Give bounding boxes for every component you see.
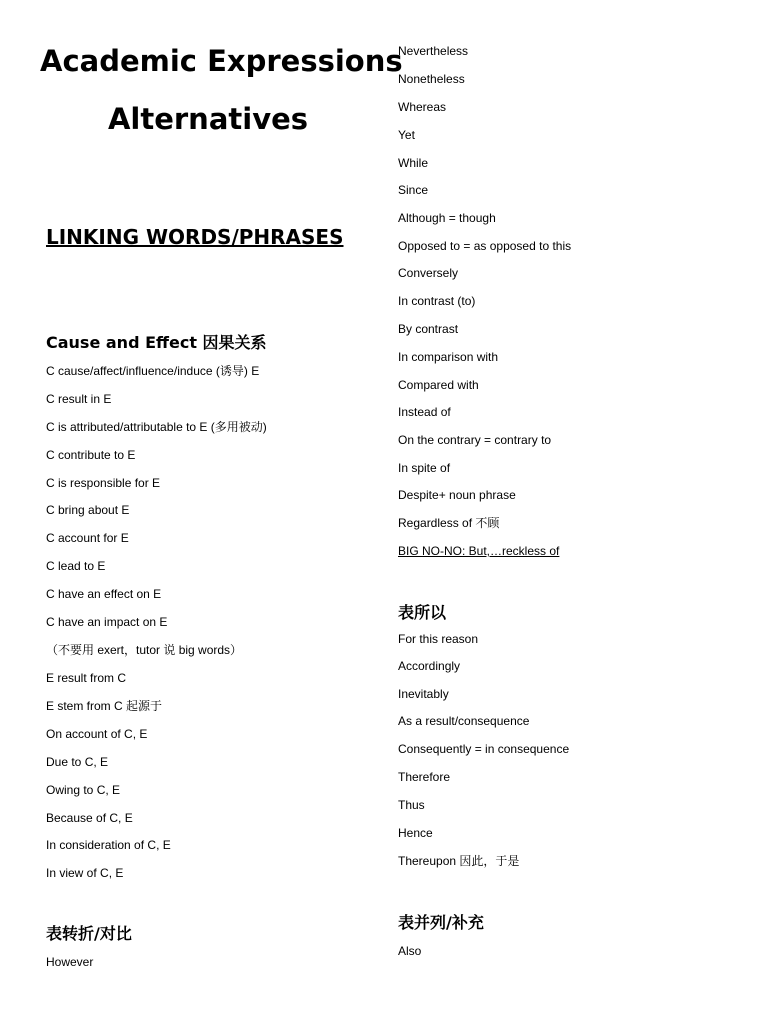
list-item: In spite of [398, 461, 451, 475]
list-item: Although = though [398, 211, 496, 225]
list-item: In view of C, E [46, 866, 124, 880]
section-title: LINKING WORDS/PHRASES [46, 225, 344, 249]
list-item: In consideration of C, E [46, 838, 171, 852]
list-item: Accordingly [398, 659, 461, 673]
list-item: C have an effect on E [46, 587, 162, 601]
list-item: Compared with [398, 378, 479, 392]
list-item: C cause/affect/influence/induce (诱导) E [46, 364, 260, 378]
big-no-no-item: BIG NO-NO: But,…reckless of [398, 544, 560, 558]
list-item: Regardless of 不顾 [398, 516, 500, 530]
list-item: E stem from C 起源于 [46, 699, 163, 713]
list-item: Hence [398, 826, 433, 840]
list-item: C bring about E [46, 503, 130, 517]
list-item: Conversely [398, 266, 459, 280]
title-line-1: Academic Expressions [40, 44, 403, 78]
list-item: Also [398, 944, 422, 958]
list-item: Instead of [398, 405, 451, 419]
list-item: Despite+ noun phrase [398, 488, 516, 502]
list-item: E result from C [46, 671, 127, 685]
title-line-2: Alternatives [107, 102, 309, 136]
list-item: However [46, 955, 94, 969]
list-item: C is responsible for E [46, 476, 161, 490]
list-item: C account for E [46, 531, 129, 545]
list-item: Nevertheless [398, 44, 469, 58]
result-heading: 表所以 [398, 603, 447, 622]
list-item: Nonetheless [398, 72, 465, 86]
list-item: On the contrary = contrary to [398, 433, 552, 447]
list-item: （不要用 exert，tutor 说 big words） [46, 643, 243, 657]
addition-heading: 表并列/补充 [398, 913, 484, 932]
list-item: While [398, 156, 429, 170]
list-item: Because of C, E [46, 811, 133, 825]
list-item: Opposed to = as opposed to this [398, 239, 572, 253]
list-item: C contribute to E [46, 448, 136, 462]
list-item: In comparison with [398, 350, 499, 364]
list-item: C lead to E [46, 559, 106, 573]
list-item: Due to C, E [46, 755, 109, 769]
list-item: C is attributed/attributable to E (多用被动) [46, 420, 267, 434]
list-item: Thus [398, 798, 425, 812]
list-item: C have an impact on E [46, 615, 168, 629]
list-item: Yet [398, 128, 415, 142]
list-item: Since [398, 183, 429, 197]
list-item: By contrast [398, 322, 459, 336]
list-item: On account of C, E [46, 727, 148, 741]
list-item: Owing to C, E [46, 783, 121, 797]
list-item: Inevitably [398, 687, 449, 701]
list-item: Therefore [398, 770, 451, 784]
list-item: Whereas [398, 100, 447, 114]
contrast-heading: 表转折/对比 [46, 924, 132, 943]
list-item: Consequently = in consequence [398, 742, 570, 756]
list-item: As a result/consequence [398, 714, 530, 728]
list-item: For this reason [398, 632, 479, 646]
list-item: In contrast (to) [398, 294, 476, 308]
cause-effect-heading: Cause and Effect 因果关系 [46, 333, 267, 352]
list-item: C result in E [46, 392, 112, 406]
list-item: Thereupon 因此，于是 [398, 854, 520, 868]
